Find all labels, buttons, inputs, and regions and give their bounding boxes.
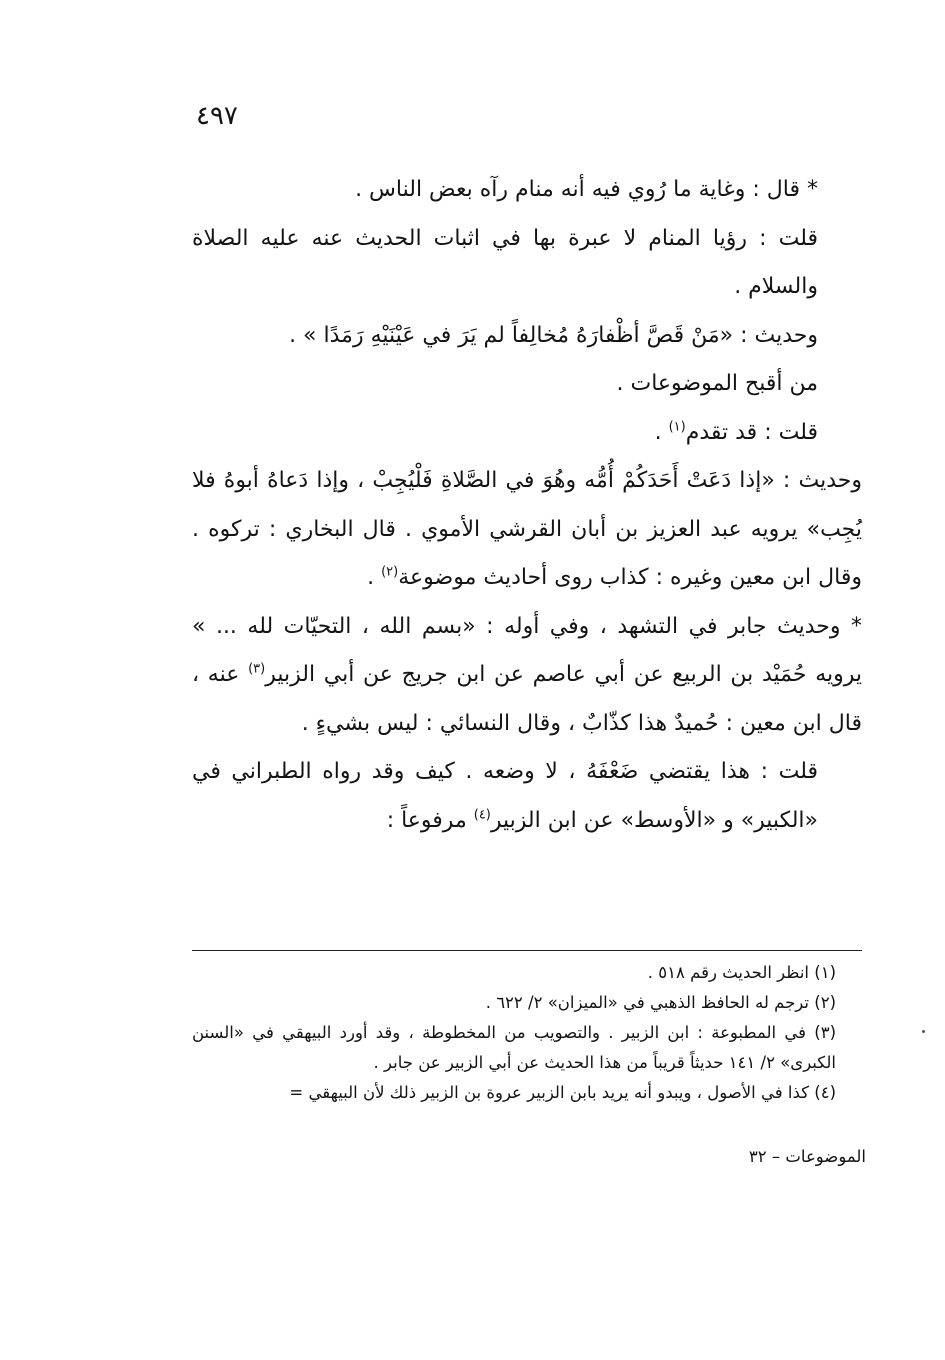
footnote-ref: (٣): [248, 661, 266, 677]
page-number: ٤٩٧: [196, 101, 238, 131]
paragraph-text: قلت : رؤيا المنام لا عبرة بها في اثبات الحديث عنه عليه الصلاة والسلام .: [192, 225, 818, 299]
paragraph-text: قلت : قد تقدم: [685, 419, 818, 445]
footnote: (٢) ترجم له الحافظ الذهبي في «الميزان» ٢/ ٦٢٢ .: [485, 993, 836, 1012]
paragraph: [192, 748, 862, 845]
paragraph-tail: مرفوعاً :: [386, 807, 474, 833]
paragraph-text: * قال : وغاية ما رُوي فيه أنه منام رآه بعض الناس .: [355, 177, 818, 202]
printer-signature: الموضوعات – ٣٢: [748, 1147, 866, 1166]
footnote-divider: [192, 950, 862, 951]
footnote: (٤) كذا في الأصول ، ويبدو أنه يريد بابن الزبير عروة بن الزبير ذلك لأن البيهقي =: [289, 1083, 836, 1102]
footnote: (٣) في المطبوعة : ابن الزبير . والتصويب من المخطوطة ، وقد أورد البيهقي في «السنن الكبرى» ٢/ ١٤١ حديثاً قريباً من هذا الحديث عن أبي الزبير عن جابر .: [192, 1023, 836, 1072]
paragraph: [192, 215, 862, 312]
paragraph-text: من أقبح الموضوعات .: [616, 371, 818, 396]
paragraph: [192, 166, 862, 215]
paragraph: [192, 603, 862, 749]
paragraph-text: * وحديث جابر في التشهد ، وفي أوله : «بسم الله ، التحيّات لله ... » يرويه حُمَيْد بن الربيع عن أبي عاصم عن ابن جريج عن أبي الزبير: [192, 613, 862, 687]
scan-speck: [922, 1030, 925, 1033]
footnote-ref: (٢): [381, 564, 399, 580]
paragraph: [192, 457, 862, 603]
paragraph-tail: .: [654, 419, 669, 445]
footnote-ref: (٤): [473, 807, 491, 823]
main-text: [192, 166, 862, 845]
paragraph: [192, 409, 862, 458]
paragraph-text: وحديث : «مَنْ قَصَّ أظْفارَهُ مُخالِفاً لم يَرَ في عَيْنَيْهِ رَمَدًا » .: [289, 322, 818, 348]
paragraph-tail: .: [367, 565, 382, 590]
paragraph: [192, 360, 862, 409]
paragraph-tail: عنه ، قال ابن معين : حُميدٌ هذا كذّابٌ ، وقال النسائي : ليس بشيءٍ .: [192, 662, 862, 736]
paragraph-text: قلت : هذا يقتضي ضَعْفَهُ ، لا وضعه . كيف وقد رواه الطبراني في «الكبير» و «الأوسط» عن ابن الزبير: [192, 759, 818, 833]
footnote: (١) انظر الحديث رقم ٥١٨ .: [647, 963, 836, 982]
paragraph-text: وحديث : «إذا دَعَتْ أَحَدَكُمْ أُمُّه وهُوَ في الصَّلاةِ فَلْيُجِبْ ، وإذا دَعاهُ أبوهُ فلا يُجِب» يرويه عبد العزيز بن أبان القرشي الأموي . قال البخاري : تركوه . وقال ابن معين وغيره : كذاب روى أحاديث موضوعة: [192, 468, 862, 590]
paragraph: [192, 312, 862, 361]
footnotes: [192, 958, 862, 1108]
footnote-ref: (١): [668, 419, 686, 435]
